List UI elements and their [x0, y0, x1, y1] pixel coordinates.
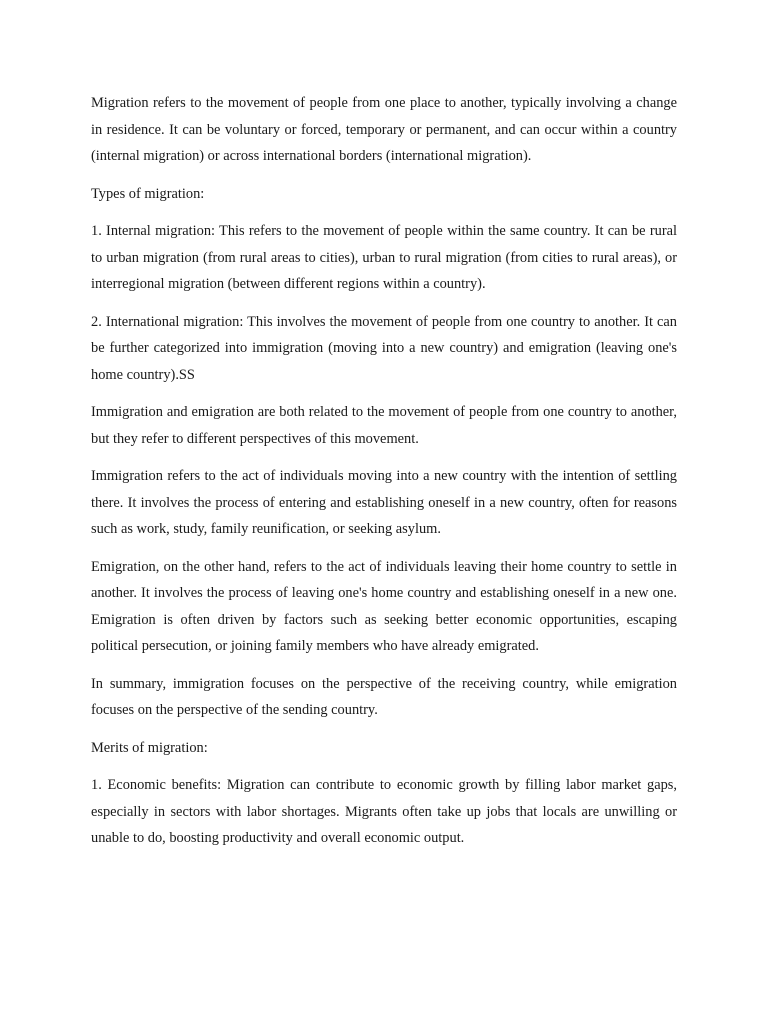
paragraph-immigration-emigration: Immigration and emigration are both related to the movement of people from one country to another, but they refer to different perspectives of this movement.: [91, 404, 677, 447]
heading-merits-of-migration: Merits of migration:: [91, 739, 208, 756]
paragraph-intro: Migration refers to the movement of people from one place to another, typically involving a change in residence. It can be voluntary or forced, temporary or permanent, and can occur within a country (internal migration) or across international borders (international migration).: [91, 95, 677, 164]
paragraph-international-migration: 2. International migration: This involves the movement of people from one country to another. It can be further categorized into immigration (moving into a new country) and emigration (leaving one's home country).SS: [91, 313, 677, 383]
document-body: [91, 90, 677, 863]
paragraph-summary: In summary, immigration focuses on the perspective of the receiving country, while emigration focuses on the perspective of the sending country.: [91, 675, 677, 718]
paragraph-economic-benefits: 1. Economic benefits: Migration can contribute to economic growth by filling labor market gaps, especially in sectors with labor shortages. Migrants often take up jobs that locals are unwilling or unable to do, boosting productivity and overall economic output.: [91, 777, 677, 846]
heading-types-of-migration: Types of migration:: [91, 185, 205, 202]
paragraph-internal-migration: 1. Internal migration: This refers to the movement of people within the same country. It can be rural to urban migration (from rural areas to cities), urban to rural migration (from cities to rural areas), or interregional migration (between different regions within a country).: [91, 223, 677, 292]
paragraph-immigration: Immigration refers to the act of individuals moving into a new country with the intention of settling there. It involves the process of entering and establishing oneself in a new country, often for reasons such as work, study, family reunification, or seeking asylum.: [91, 468, 677, 537]
paragraph-emigration: Emigration, on the other hand, refers to the act of individuals leaving their home country to settle in another. It involves the process of leaving one's home country and establishing oneself in a new one. Emigration is often driven by factors such as seeking better economic opportunities, escaping political persecution, or joining family members who have already emigrated.: [91, 558, 677, 654]
